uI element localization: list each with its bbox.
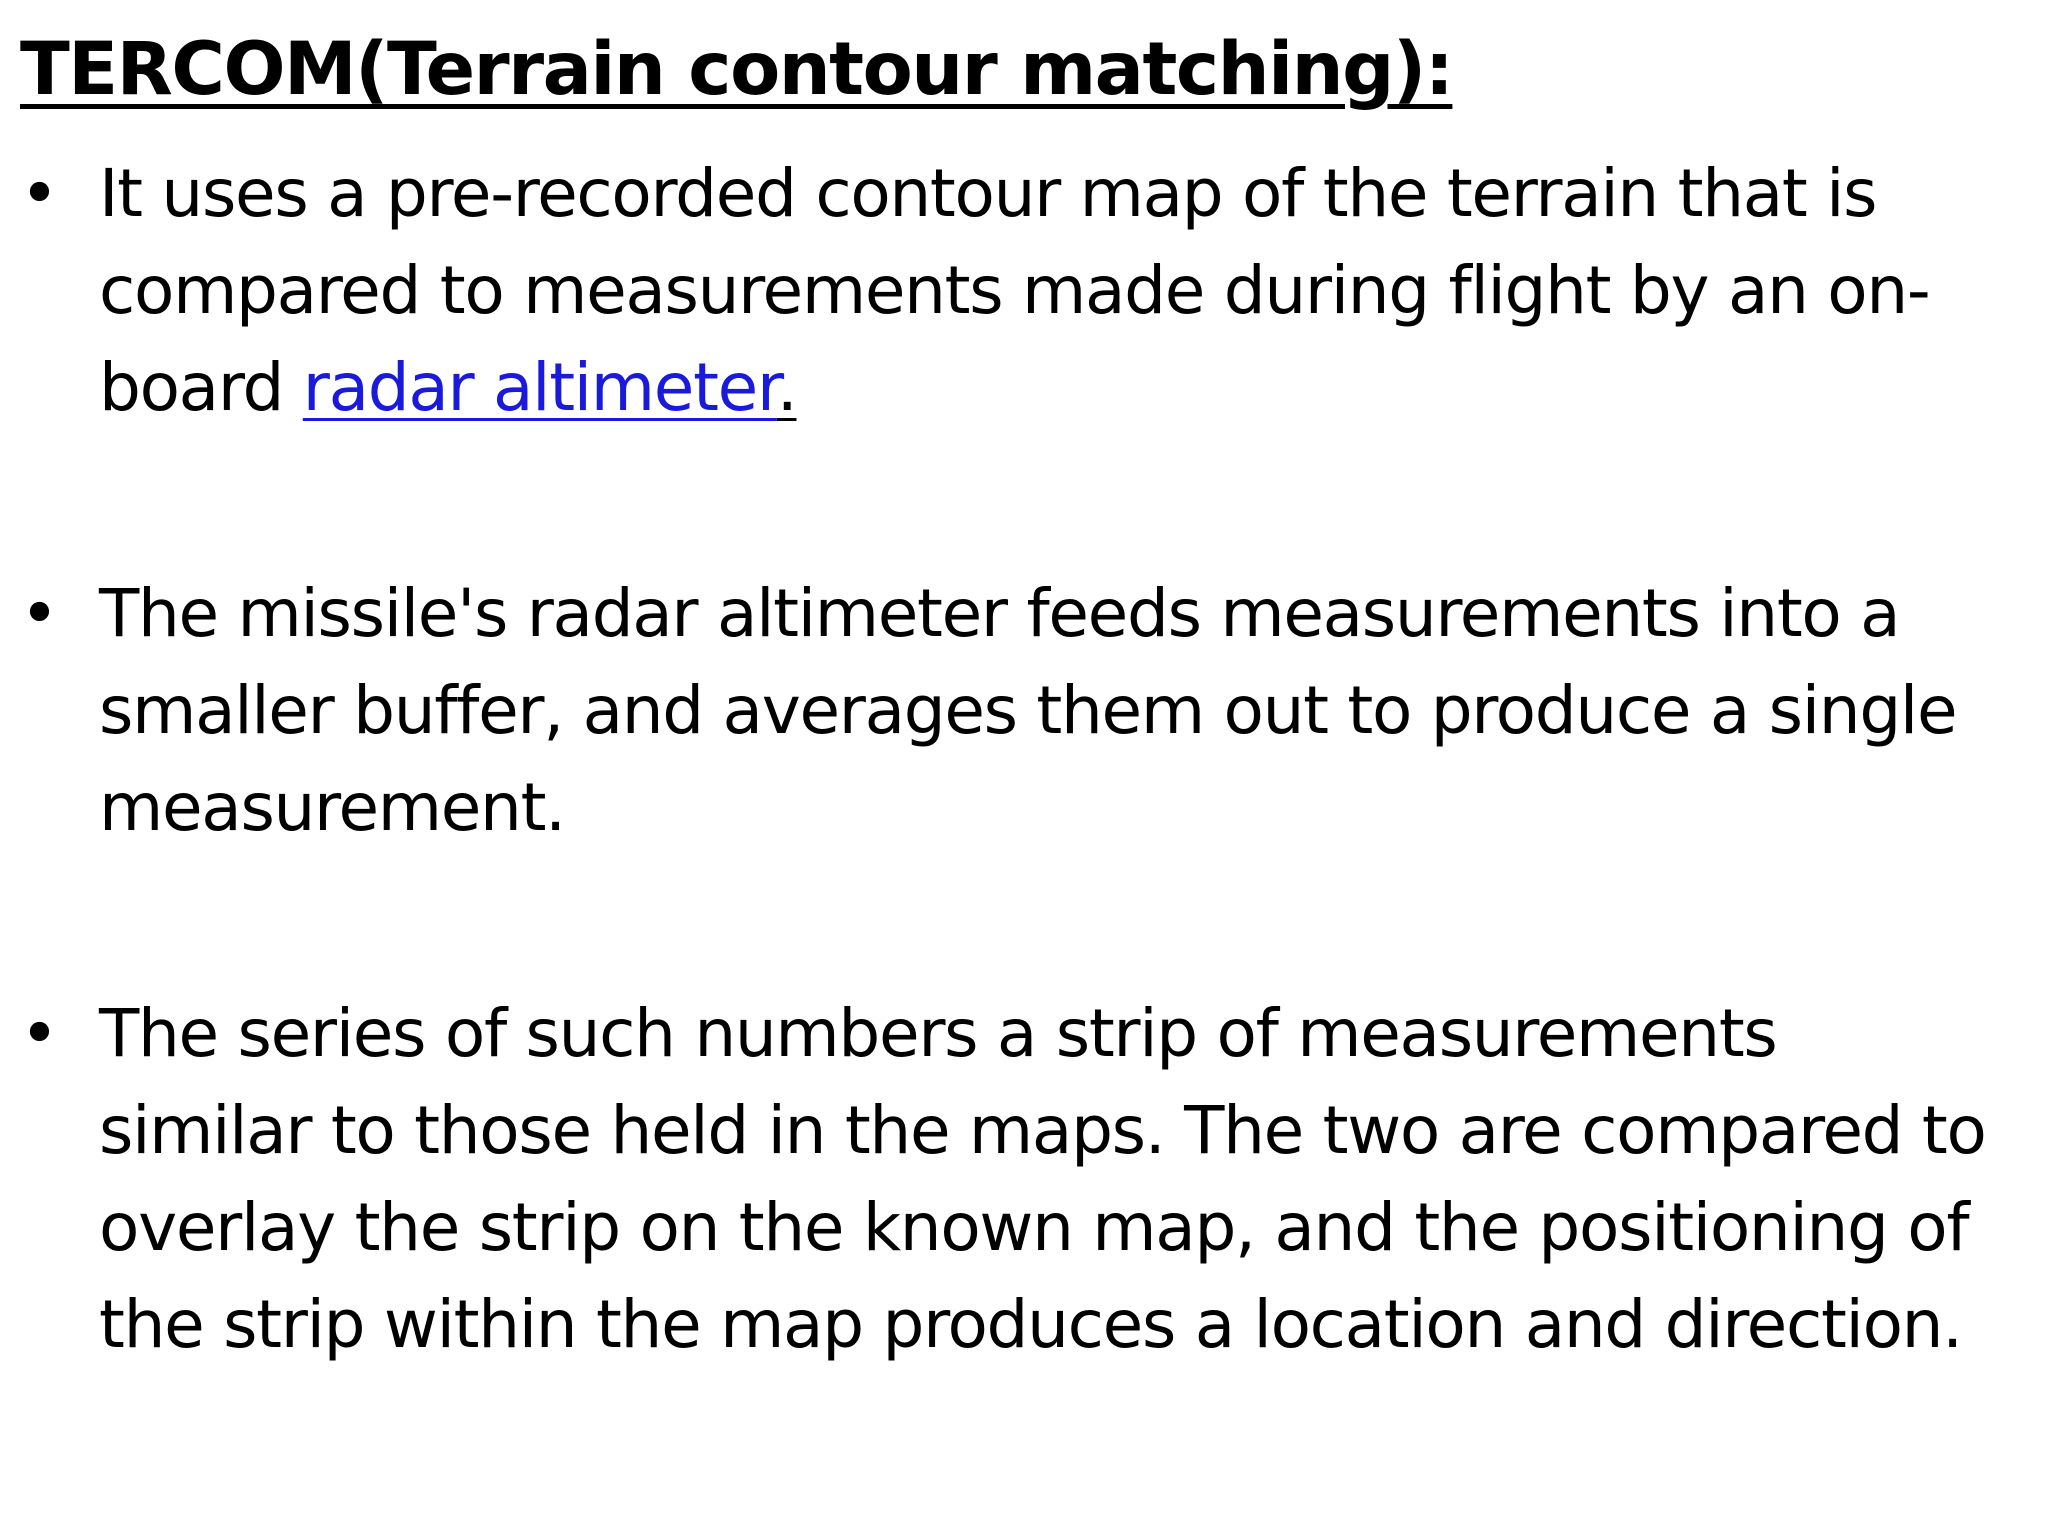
- bullet-line: compared to measurements made during flight by an on-: [99, 252, 1930, 329]
- bullet-line: similar to those held in the maps. The two are compared to: [99, 1092, 1986, 1169]
- slide-title: TERCOM(Terrain contour matching):: [20, 27, 1453, 112]
- bullet-dot-icon: •: [20, 575, 59, 652]
- bullet-line-prefix: board: [99, 349, 303, 426]
- bullet-line: smaller buffer, and averages them out to produce a single: [99, 672, 1957, 749]
- bullet-line: measurement.: [99, 769, 565, 846]
- bullet-line: The missile's radar altimeter feeds measurements into a: [99, 575, 1900, 652]
- bullet-text: [99, 985, 2048, 1373]
- bullet-dot-icon: •: [20, 995, 59, 1072]
- bullet-line: the strip within the map produces a location and direction.: [99, 1286, 1962, 1363]
- bullet-line: [99, 339, 2048, 436]
- bullet-line: It uses a pre-recorded contour map of the terrain that is: [99, 155, 1877, 232]
- bullet-text: [99, 145, 2048, 436]
- bullet-dot-icon: •: [20, 155, 59, 232]
- bullet-line-suffix: .: [776, 349, 797, 426]
- bullet-line: overlay the strip on the known map, and the positioning of: [99, 1189, 1969, 1266]
- bullet-line: The series of such numbers a strip of measurements: [99, 995, 1777, 1072]
- radar-altimeter-link[interactable]: radar altimeter: [302, 349, 777, 426]
- bullet-text: [99, 565, 2048, 856]
